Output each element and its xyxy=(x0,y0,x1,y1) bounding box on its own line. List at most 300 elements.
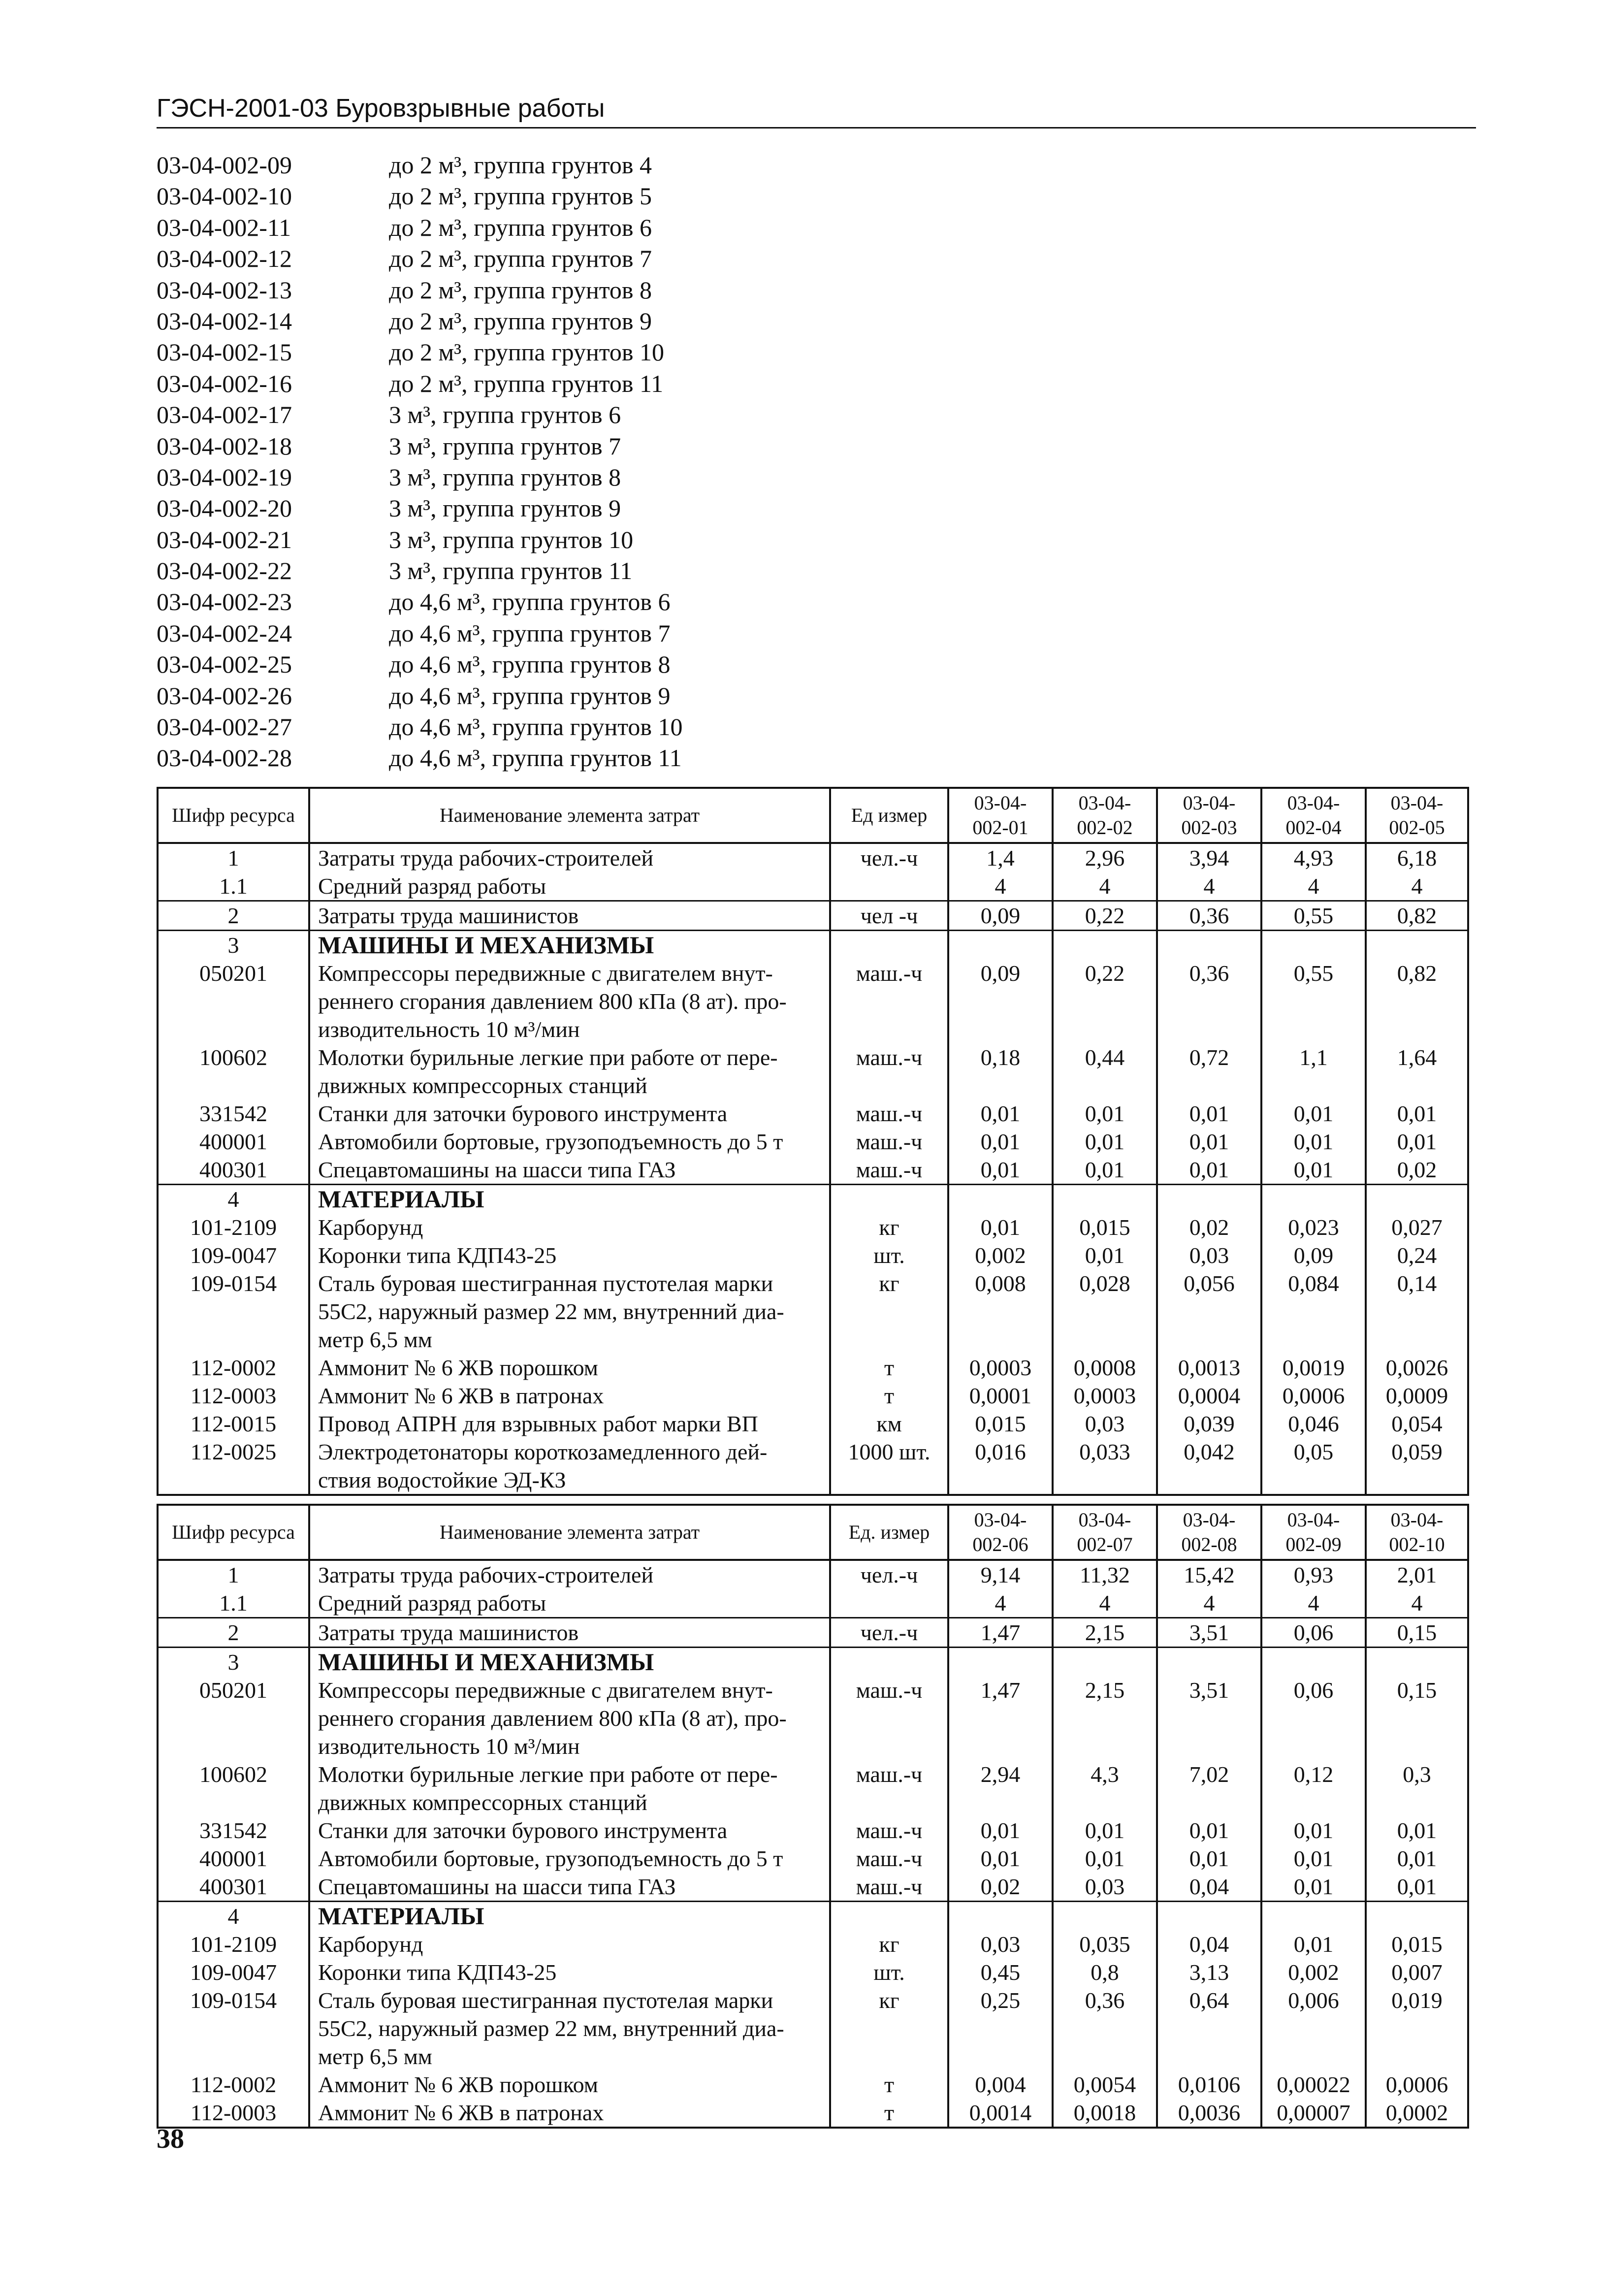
unit: кг xyxy=(830,1269,948,1354)
norm-value: 0,01 xyxy=(948,1156,1053,1185)
norm-value: 4 xyxy=(1366,1589,1468,1618)
norm-code: 03-04-002-22 xyxy=(157,557,292,585)
section-title: МАШИНЫ И МЕХАНИЗМЫ xyxy=(309,931,830,960)
name-line: реннего сгорания давлением 800 кПа (8 ат). про- xyxy=(318,989,787,1014)
resource-code: 101-2109 xyxy=(158,1930,309,1958)
unit: т xyxy=(830,1382,948,1410)
resource-code: 112-0003 xyxy=(158,1382,309,1410)
norm-value: 0,01 xyxy=(948,1816,1053,1844)
norm-value: 0,039 xyxy=(1157,1410,1261,1438)
norm-value: 0,01 xyxy=(1053,1128,1157,1156)
norm-value: 0,0006 xyxy=(1366,2070,1468,2099)
column-code-part: 002-01 xyxy=(972,816,1028,839)
norm-value: 0,01 xyxy=(1157,1816,1261,1844)
resource-code: 112-0002 xyxy=(158,1354,309,1382)
norm-description: до 2 м³, группа грунтов 4 xyxy=(389,151,652,179)
resource-code: 400301 xyxy=(158,1873,309,1902)
name-line: 55С2, наружный размер 22 мм, внутренний диа- xyxy=(318,1299,784,1324)
unit: чел.-ч xyxy=(830,1618,948,1648)
norm-value: 0,44 xyxy=(1053,1043,1157,1099)
norm-value: 0,00022 xyxy=(1261,2070,1366,2099)
column-code-part: 002-10 xyxy=(1389,1533,1445,1555)
norm-value: 0,8 xyxy=(1053,1958,1157,1986)
norm-value xyxy=(1261,1902,1366,1931)
resource-code: 109-0154 xyxy=(158,1986,309,2070)
cost-element-name: Коронки типа КДП43-25 xyxy=(309,1241,830,1269)
norm-value: 0,02 xyxy=(948,1873,1053,1902)
norm-code-row xyxy=(157,337,895,368)
norm-value: 0,059 xyxy=(1366,1438,1468,1495)
column-code-part: 03-04- xyxy=(1287,792,1340,814)
resource-code: 400001 xyxy=(158,1844,309,1873)
resource-code: 109-0047 xyxy=(158,1958,309,1986)
header-unit: Ед. измер xyxy=(830,1505,948,1560)
unit: маш.-ч xyxy=(830,1156,948,1185)
norm-description: до 4,6 м³, группа грунтов 10 xyxy=(389,713,683,741)
norm-value: 3,51 xyxy=(1157,1618,1261,1648)
name-line: метр 6,5 мм xyxy=(318,1327,432,1352)
cost-element-name xyxy=(309,1986,830,2070)
norm-value: 0,22 xyxy=(1053,901,1157,931)
norm-value xyxy=(1157,931,1261,960)
resource-code: 109-0154 xyxy=(158,1269,309,1354)
norm-code-row xyxy=(157,462,895,493)
norm-description: до 4,6 м³, группа грунтов 7 xyxy=(389,619,671,647)
unit: маш.-ч xyxy=(830,1844,948,1873)
norm-value: 0,0054 xyxy=(1053,2070,1157,2099)
resource-code: 400001 xyxy=(158,1128,309,1156)
column-code-part: 03-04- xyxy=(974,792,1027,814)
norm-code: 03-04-002-25 xyxy=(157,650,292,679)
norm-value xyxy=(1157,1648,1261,1677)
table-row xyxy=(158,1043,1468,1099)
norm-value: 0,002 xyxy=(1261,1958,1366,1986)
resource-table-1 xyxy=(157,787,1469,1496)
resource-code: 1 xyxy=(158,1560,309,1589)
name-line: Компрессоры передвижные с двигателем внут- xyxy=(318,1678,773,1703)
norm-code-row xyxy=(157,368,895,399)
resource-code: 112-0015 xyxy=(158,1410,309,1438)
cost-element-name xyxy=(309,1043,830,1099)
norm-value xyxy=(948,931,1053,960)
unit xyxy=(830,872,948,901)
table-row xyxy=(158,2070,1468,2099)
section-title: МАШИНЫ И МЕХАНИЗМЫ xyxy=(309,1648,830,1677)
unit: чел.-ч xyxy=(830,843,948,872)
norm-value: 0,14 xyxy=(1366,1269,1468,1354)
norm-code-list xyxy=(157,150,895,774)
norm-value: 0,36 xyxy=(1157,959,1261,1043)
cost-element-name: Затраты труда рабочих-строителей xyxy=(309,1560,830,1589)
cost-element-name xyxy=(309,1760,830,1816)
unit xyxy=(830,1902,948,1931)
norm-code: 03-04-002-09 xyxy=(157,151,292,179)
column-code-part: 03-04- xyxy=(1078,792,1131,814)
norm-value: 0,0018 xyxy=(1053,2099,1157,2128)
norm-value: 4 xyxy=(1053,1589,1157,1618)
norm-value: 0,55 xyxy=(1261,901,1366,931)
norm-value: 0,084 xyxy=(1261,1269,1366,1354)
norm-value: 0,25 xyxy=(948,1986,1053,2070)
cost-element-name xyxy=(309,1676,830,1760)
name-line: Сталь буровая шестигранная пустотелая марки xyxy=(318,1271,773,1296)
norm-value: 0,02 xyxy=(1157,1213,1261,1241)
unit: маш.-ч xyxy=(830,1099,948,1128)
section-title: МАТЕРИАЛЫ xyxy=(309,1902,830,1931)
norm-value: 4 xyxy=(948,1589,1053,1618)
column-code-part: 002-08 xyxy=(1181,1533,1237,1555)
resource-code: 100602 xyxy=(158,1760,309,1816)
norm-code-row xyxy=(157,181,895,212)
norm-value: 0,0026 xyxy=(1366,1354,1468,1382)
norm-code: 03-04-002-13 xyxy=(157,276,292,304)
norm-value: 0,01 xyxy=(1157,1128,1261,1156)
table-row xyxy=(158,1930,1468,1958)
norm-value: 1,1 xyxy=(1261,1043,1366,1099)
norm-value: 3,13 xyxy=(1157,1958,1261,1986)
norm-value: 0,0001 xyxy=(948,1382,1053,1410)
norm-value: 11,32 xyxy=(1053,1560,1157,1589)
norm-value xyxy=(948,1902,1053,1931)
norm-value: 0,01 xyxy=(1366,1128,1468,1156)
norm-value: 0,3 xyxy=(1366,1760,1468,1816)
table-row xyxy=(158,1844,1468,1873)
norm-value: 4 xyxy=(1261,1589,1366,1618)
norm-value: 0,01 xyxy=(1366,1099,1468,1128)
table-row xyxy=(158,1958,1468,1986)
norm-description: 3 м³, группа грунтов 6 xyxy=(389,401,621,429)
norm-code-row xyxy=(157,524,895,555)
norm-value: 0,00007 xyxy=(1261,2099,1366,2128)
column-code-part: 03-04- xyxy=(1287,1509,1340,1531)
norm-code: 03-04-002-21 xyxy=(157,525,292,553)
resource-code: 4 xyxy=(158,1185,309,1214)
norm-code-row xyxy=(157,743,895,774)
norm-code-row xyxy=(157,649,895,680)
cost-element-name: Средний разряд работы xyxy=(309,872,830,901)
norm-value: 0,006 xyxy=(1261,1986,1366,2070)
norm-value: 0,01 xyxy=(1261,1816,1366,1844)
resource-code: 331542 xyxy=(158,1816,309,1844)
unit: маш.-ч xyxy=(830,1873,948,1902)
norm-description: 3 м³, группа грунтов 11 xyxy=(389,557,633,585)
norm-code: 03-04-002-10 xyxy=(157,182,292,210)
norm-value: 0,01 xyxy=(948,1128,1053,1156)
norm-code: 03-04-002-14 xyxy=(157,307,292,335)
norm-value: 0,0004 xyxy=(1157,1382,1261,1410)
norm-code-row xyxy=(157,555,895,586)
resource-code: 112-0003 xyxy=(158,2099,309,2128)
name-line: изводительность 10 м³/мин xyxy=(318,1017,580,1042)
table-row xyxy=(158,1760,1468,1816)
norm-value: 2,15 xyxy=(1053,1618,1157,1648)
norm-code-row xyxy=(157,711,895,743)
table-row xyxy=(158,1902,1468,1931)
norm-value: 0,03 xyxy=(1053,1873,1157,1902)
resource-code: 101-2109 xyxy=(158,1213,309,1241)
cost-element-name: Аммонит № 6 ЖВ порошком xyxy=(309,1354,830,1382)
norm-value xyxy=(948,1648,1053,1677)
norm-code-row xyxy=(157,306,895,337)
norm-value: 0,01 xyxy=(1157,1156,1261,1185)
norm-value: 0,004 xyxy=(948,2070,1053,2099)
cost-element-name: Карборунд xyxy=(309,1213,830,1241)
norm-value: 0,12 xyxy=(1261,1760,1366,1816)
name-line: Электродетонаторы короткозамедленного дей- xyxy=(318,1439,768,1464)
unit: маш.-ч xyxy=(830,1128,948,1156)
norm-value xyxy=(1157,1902,1261,1931)
norm-code-row xyxy=(157,431,895,462)
norm-description: до 2 м³, группа грунтов 8 xyxy=(389,276,652,304)
norm-value: 1,64 xyxy=(1366,1043,1468,1099)
name-line: движных компрессорных станций xyxy=(318,1790,647,1815)
norm-description: до 4,6 м³, группа грунтов 6 xyxy=(389,588,671,616)
norm-value: 0,15 xyxy=(1366,1676,1468,1760)
norm-description: до 2 м³, группа грунтов 10 xyxy=(389,338,665,366)
table-row xyxy=(158,901,1468,931)
norm-value xyxy=(1261,931,1366,960)
unit: 1000 шт. xyxy=(830,1438,948,1495)
name-line: изводительность 10 м³/мин xyxy=(318,1734,580,1759)
resource-code: 050201 xyxy=(158,1676,309,1760)
resource-code: 3 xyxy=(158,1648,309,1677)
unit: т xyxy=(830,1354,948,1382)
header-cost-element-name: Наименование элемента затрат xyxy=(309,788,830,843)
norm-value: 0,09 xyxy=(948,901,1053,931)
norm-value: 0,06 xyxy=(1261,1676,1366,1760)
norm-description: до 4,6 м³, группа грунтов 11 xyxy=(389,744,682,772)
resource-code: 100602 xyxy=(158,1043,309,1099)
norm-value: 0,93 xyxy=(1261,1560,1366,1589)
norm-value: 0,042 xyxy=(1157,1438,1261,1495)
header-norm-column xyxy=(1261,1505,1366,1560)
norm-value: 2,96 xyxy=(1053,843,1157,872)
norm-value: 0,007 xyxy=(1366,1958,1468,1986)
table-row xyxy=(158,2099,1468,2128)
norm-value: 0,01 xyxy=(1053,1241,1157,1269)
norm-value: 0,01 xyxy=(1053,1156,1157,1185)
cost-element-name: Затраты труда рабочих-строителей xyxy=(309,843,830,872)
column-code-part: 03-04- xyxy=(1390,1509,1444,1531)
norm-description: 3 м³, группа грунтов 8 xyxy=(389,463,621,491)
column-code-part: 002-04 xyxy=(1285,816,1342,839)
name-line: ствия водостойкие ЭД-КЗ xyxy=(318,1467,566,1492)
norm-value: 0,01 xyxy=(1053,1816,1157,1844)
unit: маш.-ч xyxy=(830,1760,948,1816)
norm-value: 0,36 xyxy=(1053,1986,1157,2070)
norm-value xyxy=(1053,1902,1157,1931)
table-row xyxy=(158,1213,1468,1241)
norm-value xyxy=(948,1185,1053,1214)
name-line: метр 6,5 мм xyxy=(318,2044,432,2069)
cost-element-name: Коронки типа КДП43-25 xyxy=(309,1958,830,1986)
norm-value: 3,51 xyxy=(1157,1676,1261,1760)
norm-value: 4 xyxy=(1261,872,1366,901)
norm-value: 0,008 xyxy=(948,1269,1053,1354)
resource-code: 1.1 xyxy=(158,1589,309,1618)
norm-value: 4 xyxy=(1053,872,1157,901)
norm-value: 0,0003 xyxy=(1053,1382,1157,1410)
cost-element-name: Затраты труда машинистов xyxy=(309,901,830,931)
norm-description: 3 м³, группа грунтов 10 xyxy=(389,525,634,553)
column-code-part: 002-09 xyxy=(1285,1533,1342,1555)
resource-table-2 xyxy=(157,1504,1469,2129)
table-row xyxy=(158,843,1468,872)
unit xyxy=(830,1648,948,1677)
table-row xyxy=(158,1354,1468,1382)
column-code-part: 03-04- xyxy=(1390,792,1444,814)
norm-value: 0,09 xyxy=(948,959,1053,1043)
resource-code: 400301 xyxy=(158,1156,309,1185)
norm-value: 9,14 xyxy=(948,1560,1053,1589)
resource-code: 109-0047 xyxy=(158,1241,309,1269)
norm-value: 0,0009 xyxy=(1366,1382,1468,1410)
table-row xyxy=(158,1589,1468,1618)
norm-value: 0,016 xyxy=(948,1438,1053,1495)
table-row xyxy=(158,1618,1468,1648)
norm-code-row xyxy=(157,243,895,274)
norm-value xyxy=(1157,1185,1261,1214)
table-row xyxy=(158,1410,1468,1438)
norm-value: 0,035 xyxy=(1053,1930,1157,1958)
norm-code-row xyxy=(157,399,895,430)
column-code-part: 03-04- xyxy=(1078,1509,1131,1531)
norm-value: 0,03 xyxy=(1053,1410,1157,1438)
unit: чел.-ч xyxy=(830,1560,948,1589)
norm-code: 03-04-002-18 xyxy=(157,432,292,460)
header-norm-column xyxy=(1157,1505,1261,1560)
name-line: Молотки бурильные легкие при работе от пере- xyxy=(318,1762,778,1787)
column-code-part: 002-07 xyxy=(1077,1533,1133,1555)
norm-value: 0,01 xyxy=(1053,1099,1157,1128)
norm-code-row xyxy=(157,150,895,181)
section-title: МАТЕРИАЛЫ xyxy=(309,1185,830,1214)
norm-code: 03-04-002-27 xyxy=(157,713,292,741)
norm-value: 0,24 xyxy=(1366,1241,1468,1269)
table-row xyxy=(158,1185,1468,1214)
norm-value: 0,023 xyxy=(1261,1213,1366,1241)
norm-value: 4 xyxy=(948,872,1053,901)
norm-description: до 4,6 м³, группа грунтов 9 xyxy=(389,681,671,710)
norm-code: 03-04-002-20 xyxy=(157,494,292,522)
norm-value: 3,94 xyxy=(1157,843,1261,872)
norm-value: 0,72 xyxy=(1157,1043,1261,1099)
cost-element-name: Аммонит № 6 ЖВ порошком xyxy=(309,2070,830,2099)
norm-value: 0,18 xyxy=(948,1043,1053,1099)
resource-code: 2 xyxy=(158,1618,309,1648)
name-line: Молотки бурильные легкие при работе от пере- xyxy=(318,1045,778,1070)
norm-value: 1,4 xyxy=(948,843,1053,872)
norm-value: 0,056 xyxy=(1157,1269,1261,1354)
norm-value: 0,01 xyxy=(1261,1099,1366,1128)
cost-element-name: Карборунд xyxy=(309,1930,830,1958)
table-row xyxy=(158,931,1468,960)
cost-element-name: Аммонит № 6 ЖВ в патронах xyxy=(309,1382,830,1410)
norm-value: 0,019 xyxy=(1366,1986,1468,2070)
resource-code: 4 xyxy=(158,1902,309,1931)
column-code-part: 03-04- xyxy=(1183,792,1236,814)
table-row xyxy=(158,1873,1468,1902)
resource-code: 112-0002 xyxy=(158,2070,309,2099)
norm-description: до 2 м³, группа грунтов 11 xyxy=(389,369,664,397)
norm-value: 0,028 xyxy=(1053,1269,1157,1354)
table-row xyxy=(158,872,1468,901)
norm-value: 0,45 xyxy=(948,1958,1053,1986)
norm-value xyxy=(1053,931,1157,960)
norm-code: 03-04-002-23 xyxy=(157,588,292,616)
header-norm-column xyxy=(1261,788,1366,843)
norm-value: 0,05 xyxy=(1261,1438,1366,1495)
norm-value: 2,15 xyxy=(1053,1676,1157,1760)
norm-code: 03-04-002-15 xyxy=(157,338,292,366)
norm-description: до 2 м³, группа грунтов 5 xyxy=(389,182,652,210)
norm-value: 0,01 xyxy=(1157,1099,1261,1128)
unit: маш.-ч xyxy=(830,959,948,1043)
norm-code: 03-04-002-19 xyxy=(157,463,292,491)
unit: км xyxy=(830,1410,948,1438)
cost-element-name: Спецавтомашины на шасси типа ГАЗ xyxy=(309,1873,830,1902)
cost-element-name: Спецавтомашины на шасси типа ГАЗ xyxy=(309,1156,830,1185)
norm-code-row xyxy=(157,493,895,524)
norm-code-row xyxy=(157,586,895,617)
norm-value: 4,3 xyxy=(1053,1760,1157,1816)
unit xyxy=(830,1185,948,1214)
norm-value: 0,0008 xyxy=(1053,1354,1157,1382)
resource-code: 1 xyxy=(158,843,309,872)
unit: кг xyxy=(830,1213,948,1241)
table-row xyxy=(158,1816,1468,1844)
table-row xyxy=(158,1382,1468,1410)
header-cost-element-name: Наименование элемента затрат xyxy=(309,1505,830,1560)
header-norm-column xyxy=(948,788,1053,843)
norm-value: 4 xyxy=(1366,872,1468,901)
norm-code: 03-04-002-11 xyxy=(157,213,291,241)
norm-value: 0,033 xyxy=(1053,1438,1157,1495)
norm-value: 0,046 xyxy=(1261,1410,1366,1438)
norm-value: 0,01 xyxy=(1261,1128,1366,1156)
norm-value: 0,01 xyxy=(948,1213,1053,1241)
norm-value: 1,47 xyxy=(948,1618,1053,1648)
norm-value xyxy=(1366,1902,1468,1931)
norm-value: 0,01 xyxy=(1053,1844,1157,1873)
header-resource-code: Шифр ресурса xyxy=(158,788,309,843)
cost-element-name: Аммонит № 6 ЖВ в патронах xyxy=(309,2099,830,2128)
norm-value: 0,027 xyxy=(1366,1213,1468,1241)
norm-value: 4 xyxy=(1157,1589,1261,1618)
cost-element-name xyxy=(309,1269,830,1354)
resource-code: 331542 xyxy=(158,1099,309,1128)
table-row xyxy=(158,1648,1468,1677)
norm-value: 0,0013 xyxy=(1157,1354,1261,1382)
resource-code: 3 xyxy=(158,931,309,960)
norm-code: 03-04-002-28 xyxy=(157,744,292,772)
norm-value: 0,01 xyxy=(948,1844,1053,1873)
cost-element-name xyxy=(309,959,830,1043)
name-line: Компрессоры передвижные с двигателем внут- xyxy=(318,961,773,986)
norm-value: 0,22 xyxy=(1053,959,1157,1043)
column-code-part: 002-05 xyxy=(1389,816,1445,839)
norm-value: 0,01 xyxy=(1261,1930,1366,1958)
norm-value xyxy=(1261,1648,1366,1677)
norm-value: 0,015 xyxy=(1366,1930,1468,1958)
cost-element-name: Затраты труда машинистов xyxy=(309,1618,830,1648)
header-resource-code: Шифр ресурса xyxy=(158,1505,309,1560)
norm-value: 0,0014 xyxy=(948,2099,1053,2128)
norm-code: 03-04-002-12 xyxy=(157,245,292,273)
unit: шт. xyxy=(830,1241,948,1269)
norm-value: 0,03 xyxy=(948,1930,1053,1958)
unit xyxy=(830,931,948,960)
